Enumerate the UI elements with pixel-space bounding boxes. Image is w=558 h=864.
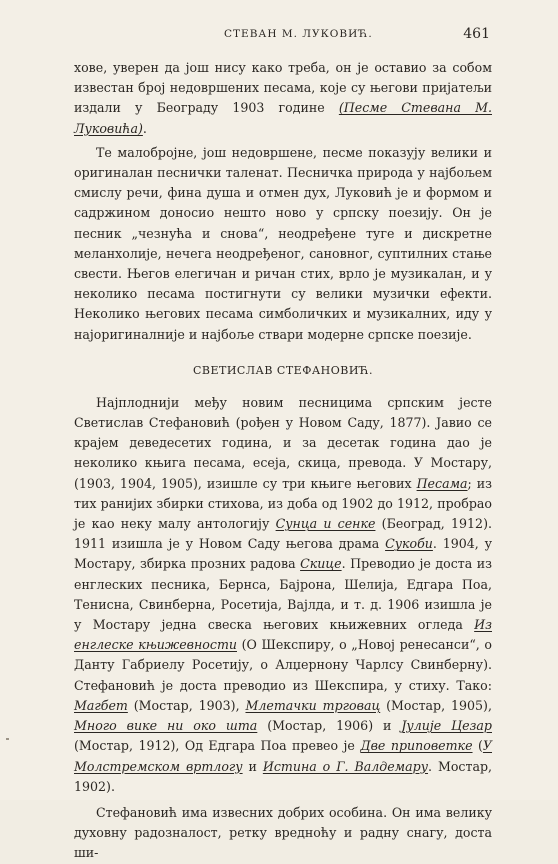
paragraph-3 xyxy=(74,393,492,797)
text-run: . Мостар, 1902). xyxy=(74,758,493,794)
text-run: и xyxy=(242,758,263,774)
page-body xyxy=(74,58,492,864)
running-header xyxy=(74,28,490,44)
paragraph-2: Те малобројне, још недовршене, песме показују велики и оригиналан песнички таленат. Песничка природа у најбољем смислу речи, фина душа и отмен дух, Луковић је и формом и садржином доносио нешто ново у српску поезију. Он је песник „чезнућа и снова“, неодређене туге и дискретне меланхолије, нечега неодређеног, сановног, суптилних стање свести. Његов елегичан и ричан стих, врло је музикалан, и у неколико песама постигнути су велики музички ефекти. Неколико његових песама симболичких и музикалних, иду у најоригиналније и најбоље ствари модерне српске поезије. xyxy=(74,144,492,342)
page-number: 461 xyxy=(463,26,490,42)
book-title: Сукоби xyxy=(385,536,433,552)
text-run: (Београд, 1912). 1911 изишла је у Новом Саду његова драма xyxy=(74,516,492,552)
book-title: Јулије Цезар xyxy=(401,718,492,734)
book-title: Магбет xyxy=(74,697,128,713)
book-title: Истина о Г. Валдемару xyxy=(262,758,429,774)
text-run: (Мостар, 1906) и xyxy=(257,718,402,734)
text-run: (Мостар, 1903), xyxy=(127,697,246,713)
paragraph-4: Стефановић има извесних добрих особина. Он има велику духовну радозналост, ретку вредноћу и радну снагу, доста ши- xyxy=(74,804,492,861)
page-edge-mark xyxy=(6,738,9,740)
text-run: ; из тих ранијих збирки стихова, из доба од 1902 до 1912, пробрао је као неку малу антологију xyxy=(74,475,492,532)
text-run: . xyxy=(142,120,147,136)
book-title: Сунца и сенке xyxy=(275,516,376,532)
paragraph-1 xyxy=(74,58,492,139)
text-run: хове, уверен да још нису како треба, он је оставио за собом известан број недовршених песама, које су његови пријатељи издали у Београду 1903 године xyxy=(74,60,492,116)
book-title: Скице xyxy=(300,556,342,572)
text-run: . Преводио је доста из енглеских песника, Бернса, Бајрона, Шелија, Едгара Поа, Тенисна, Свинберна, Росетија, Вајлда, и т. д. 1906 изишла је у Мостару једна свеска његових књижевних огледа xyxy=(74,556,492,633)
book-title: Много вике ни око шта xyxy=(74,718,258,734)
book-title: (Песме Стевана М. Луковића) xyxy=(74,100,492,136)
text-run: Најплоднији међу новим песницима српским јесте Светислав Стефановић (рођен у Новом Саду, 1877). Јавио се крајем деведесетих година, и за десетак година дао је неколико књига песама, есеја, скица, превода. У Мостару, (1903, 1904, 1905), изишле су три књиге његових xyxy=(74,394,492,491)
text-run: (О Шекспиру, о „Новој ренесанси“, о Данту Габриелу Росетију, о Алџернону Чарлсу Свинберну). Стефановић је доста преводио из Шекспира, у стиху. Тако: xyxy=(74,637,492,693)
book-title: Две приповетке xyxy=(360,738,473,754)
section-title: СВЕТИСЛАВ СТЕФАНОВИЋ. xyxy=(192,363,374,377)
text-run: . 1904, у Мостару, збирка прозних радова xyxy=(74,536,492,572)
book-title: Из енглеске књижевности xyxy=(74,617,492,653)
running-title: СТЕВАН М. ЛУКОВИЋ. xyxy=(224,28,373,40)
book-title: Млетачки трговац xyxy=(245,697,381,713)
text-run: (Мостар, 1912), Од Едгара Поа превео је xyxy=(74,738,361,754)
book-title: Песама xyxy=(416,475,468,491)
book-title: У Молстремском вртлогу xyxy=(74,738,493,774)
text-run: ( xyxy=(472,738,483,754)
text-run: (Мостар, 1905), xyxy=(380,697,492,713)
